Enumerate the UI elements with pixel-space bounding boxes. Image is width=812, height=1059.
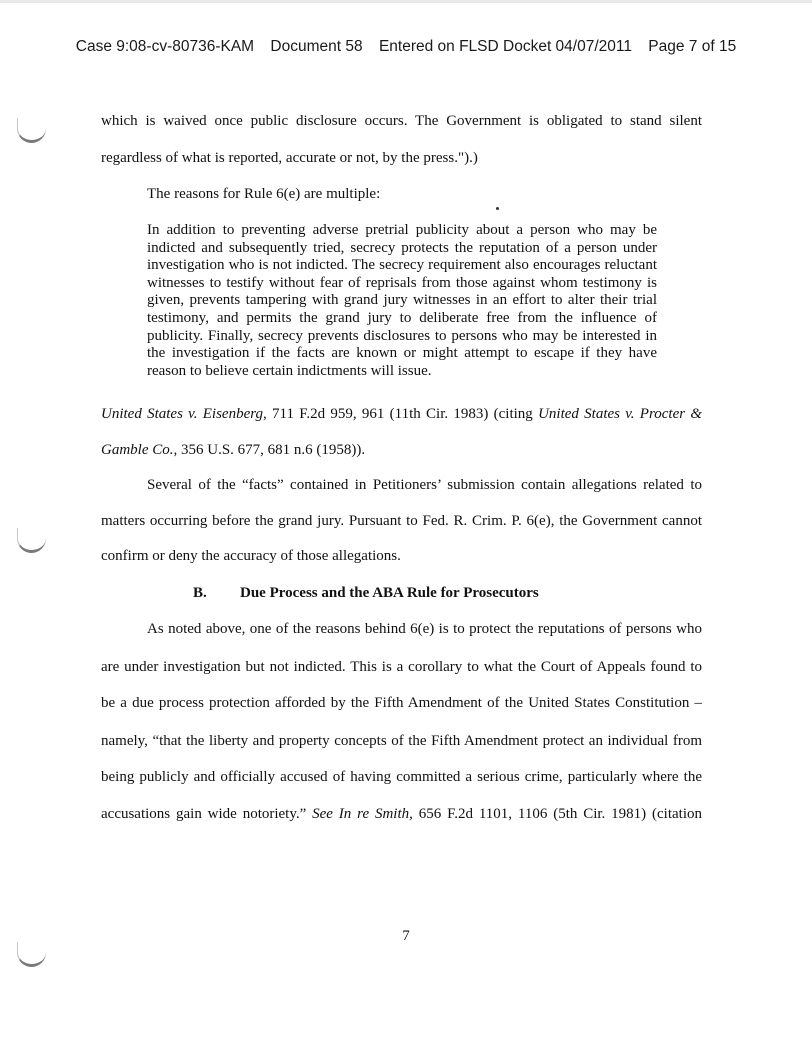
citation-line: Gamble Co., 356 U.S. 677, 681 n.6 (1958)). <box>101 442 366 458</box>
section-title: Due Process and the ABA Rule for Prosecutors <box>240 585 539 601</box>
paragraph-line: Several of the “facts” contained in Petitioners’ submission contain allegations related to <box>147 477 702 493</box>
block-quote: In addition to preventing adverse pretrial publicity about a person who may be indicted and subsequently tried, secrecy protects the reputation of a person under investigation who is not indicted. The secrecy requirement also encourages reluctant witnesses to testify without fear of reprisals from those against whom testimony is given, prevents tampering with grand jury witnesses in an effort to alter their trial testimony, and permits the grand jury to deliberate free from the influence of publicity. Finally, secrecy prevents disclosures to persons who may be interested in the investigation if the facts are known or might attempt to escape if they have reason to believe certain indictments will issue. <box>147 222 657 379</box>
punch-hole-bottom <box>17 942 46 967</box>
citation-line: United States v. Eisenberg, 711 F.2d 959, 961 (11th Cir. 1983) (citing United States v. Procter & <box>101 406 702 422</box>
page-number: 7 <box>402 928 410 944</box>
page-count: Page 7 of 15 <box>648 38 737 55</box>
case-header <box>0 38 812 56</box>
paragraph-line: The reasons for Rule 6(e) are multiple: <box>147 186 381 202</box>
case-name: United States v. Procter & <box>538 406 702 422</box>
section-letter: B. <box>193 585 207 601</box>
document-number: Document 58 <box>270 38 363 55</box>
paragraph-line: being publicly and officially accused of having committed a serious crime, particularly where the <box>101 769 702 785</box>
case-name: Gamble Co. <box>101 442 174 458</box>
paragraph-line: namely, “that the liberty and property concepts of the Fifth Amendment protect an individual from <box>101 733 702 749</box>
paragraph-line: accusations gain wide notoriety.” See In re Smith, 656 F.2d 1101, 1106 (5th Cir. 1981) (citation <box>101 806 702 822</box>
stray-mark <box>496 207 499 210</box>
paragraph-line: which is waived once public disclosure occurs. The Government is obligated to stand silent <box>101 113 702 129</box>
paragraph-line: confirm or deny the accuracy of those allegations. <box>101 548 401 564</box>
punch-hole-middle <box>17 528 46 553</box>
paragraph-line: be a due process protection afforded by the Fifth Amendment of the United States Constitution – <box>101 695 702 711</box>
paragraph-line: are under investigation but not indicted. This is a corollary to what the Court of Appeals found to <box>101 659 702 675</box>
docket-entry: Entered on FLSD Docket 04/07/2011 <box>378 38 632 55</box>
case-name: United States v. Eisenberg <box>101 406 264 422</box>
paragraph-line: matters occurring before the grand jury. Pursuant to Fed. R. Crim. P. 6(e), the Government cannot <box>101 513 702 529</box>
punch-hole-top <box>17 118 46 143</box>
case-name: See In re Smith <box>312 806 410 822</box>
scan-edge <box>0 0 812 3</box>
paragraph-line: regardless of what is reported, accurate or not, by the press.").) <box>101 150 478 166</box>
section-heading <box>193 585 539 602</box>
case-number: Case 9:08-cv-80736-KAM <box>75 38 255 55</box>
paragraph-line: As noted above, one of the reasons behind 6(e) is to protect the reputations of persons who <box>147 621 702 637</box>
